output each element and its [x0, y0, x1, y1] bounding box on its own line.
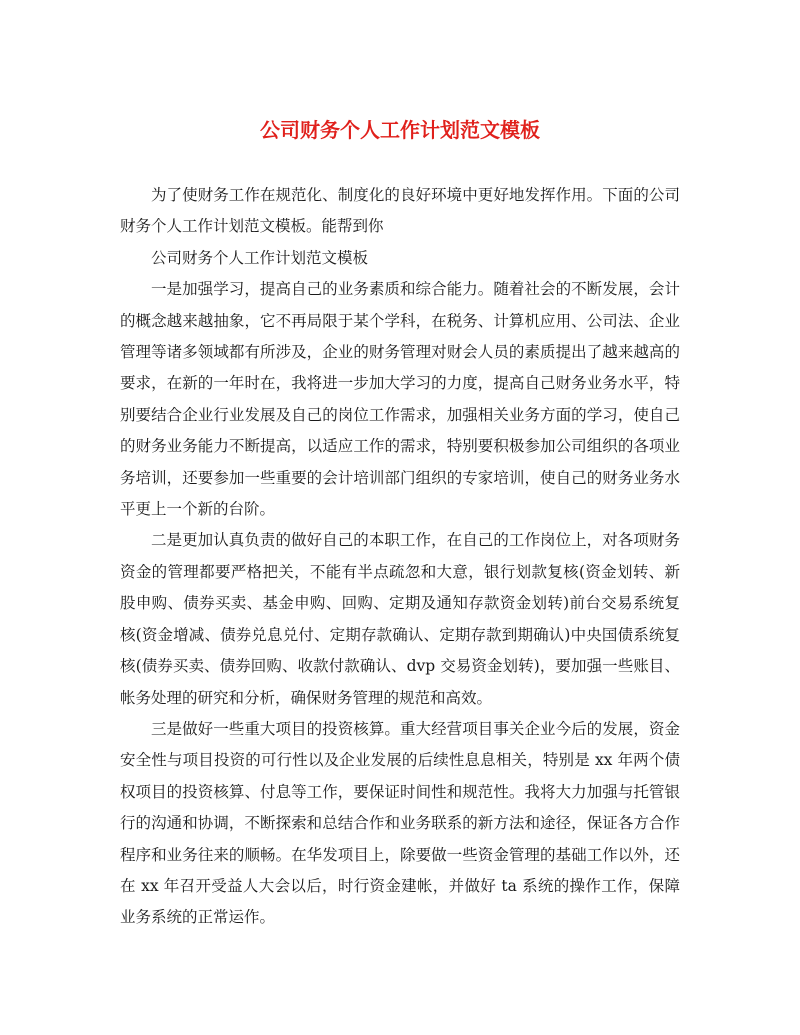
subheading: 公司财务个人工作计划范文模板 — [151, 248, 369, 267]
paragraph-1: 一是加强学习，提高自己的业务素质和综合能力。随着社会的不断发展，会计的概念越来越抽象，它不再局限于某个学科，在税务、计算机应用、公司法、企业管理等诸多领域都有所涉及，企业的财务管理对财会人员的素质提出了越来越高的要求，在新的一年时在，我将进一步加大学习的力度，提高自己财务业务水平，特别要结合企业行业发展及自己的岗位工作需求，加强相关业务方面的学习，使自己的财务业务能力不断提高，以适应工作的需求，特别要积极参加公司组织的各项业务培训，还要参加一些重要的会计培训部门组织的专家培训，使自己的财务业务水平更上一个新的台阶。 — [120, 280, 680, 519]
paragraph-2: 二是更加认真负责的做好自己的本职工作，在自己的工作岗位上，对各项财务资金的管理都要严格把关，不能有半点疏忽和大意，银行划款复核(资金划转、新股申购、债券买卖、基金申购、回购、定期及通知存款资金划转)前台交易系统复核(资金增减、债券兑息兑付、定期存款确认、定期存款到期确认)中央国债系统复核(债券买卖、债券回购、收款付款确认、dvp 交易资金划转)，要加强一些账目、帐务处理的研究和分析，确保财务管理的规范和高效。 — [120, 531, 680, 707]
intro-paragraph: 为了使财务工作在规范化、制度化的良好环境中更好地发挥作用。下面的公司财务个人工作计划范文模板。能帮到你 — [120, 186, 680, 236]
paragraph-3: 三是做好一些重大项目的投资核算。重大经营项目事关企业今后的发展，资金安全性与项目投资的可行性以及企业发展的后续性息息相关，特别是 xx 年两个债权项目的投资核算、付息等工作，要保证时间性和规范性。我将大力加强与托管银行的沟通和协调，不断探索和总结合作和业务联系的新方法和途径，保证各方合作程序和业务往来的顺畅。在华发项目上，除要做一些资金管理的基础工作以外，还在 xx 年召开受益人大会以后，时行资金建帐，并做好 ta 系统的操作工作，保障业务系统的正常运作。 — [120, 719, 680, 927]
document-title: 公司财务个人工作计划范文模板 — [260, 118, 540, 142]
document-body — [120, 180, 680, 934]
